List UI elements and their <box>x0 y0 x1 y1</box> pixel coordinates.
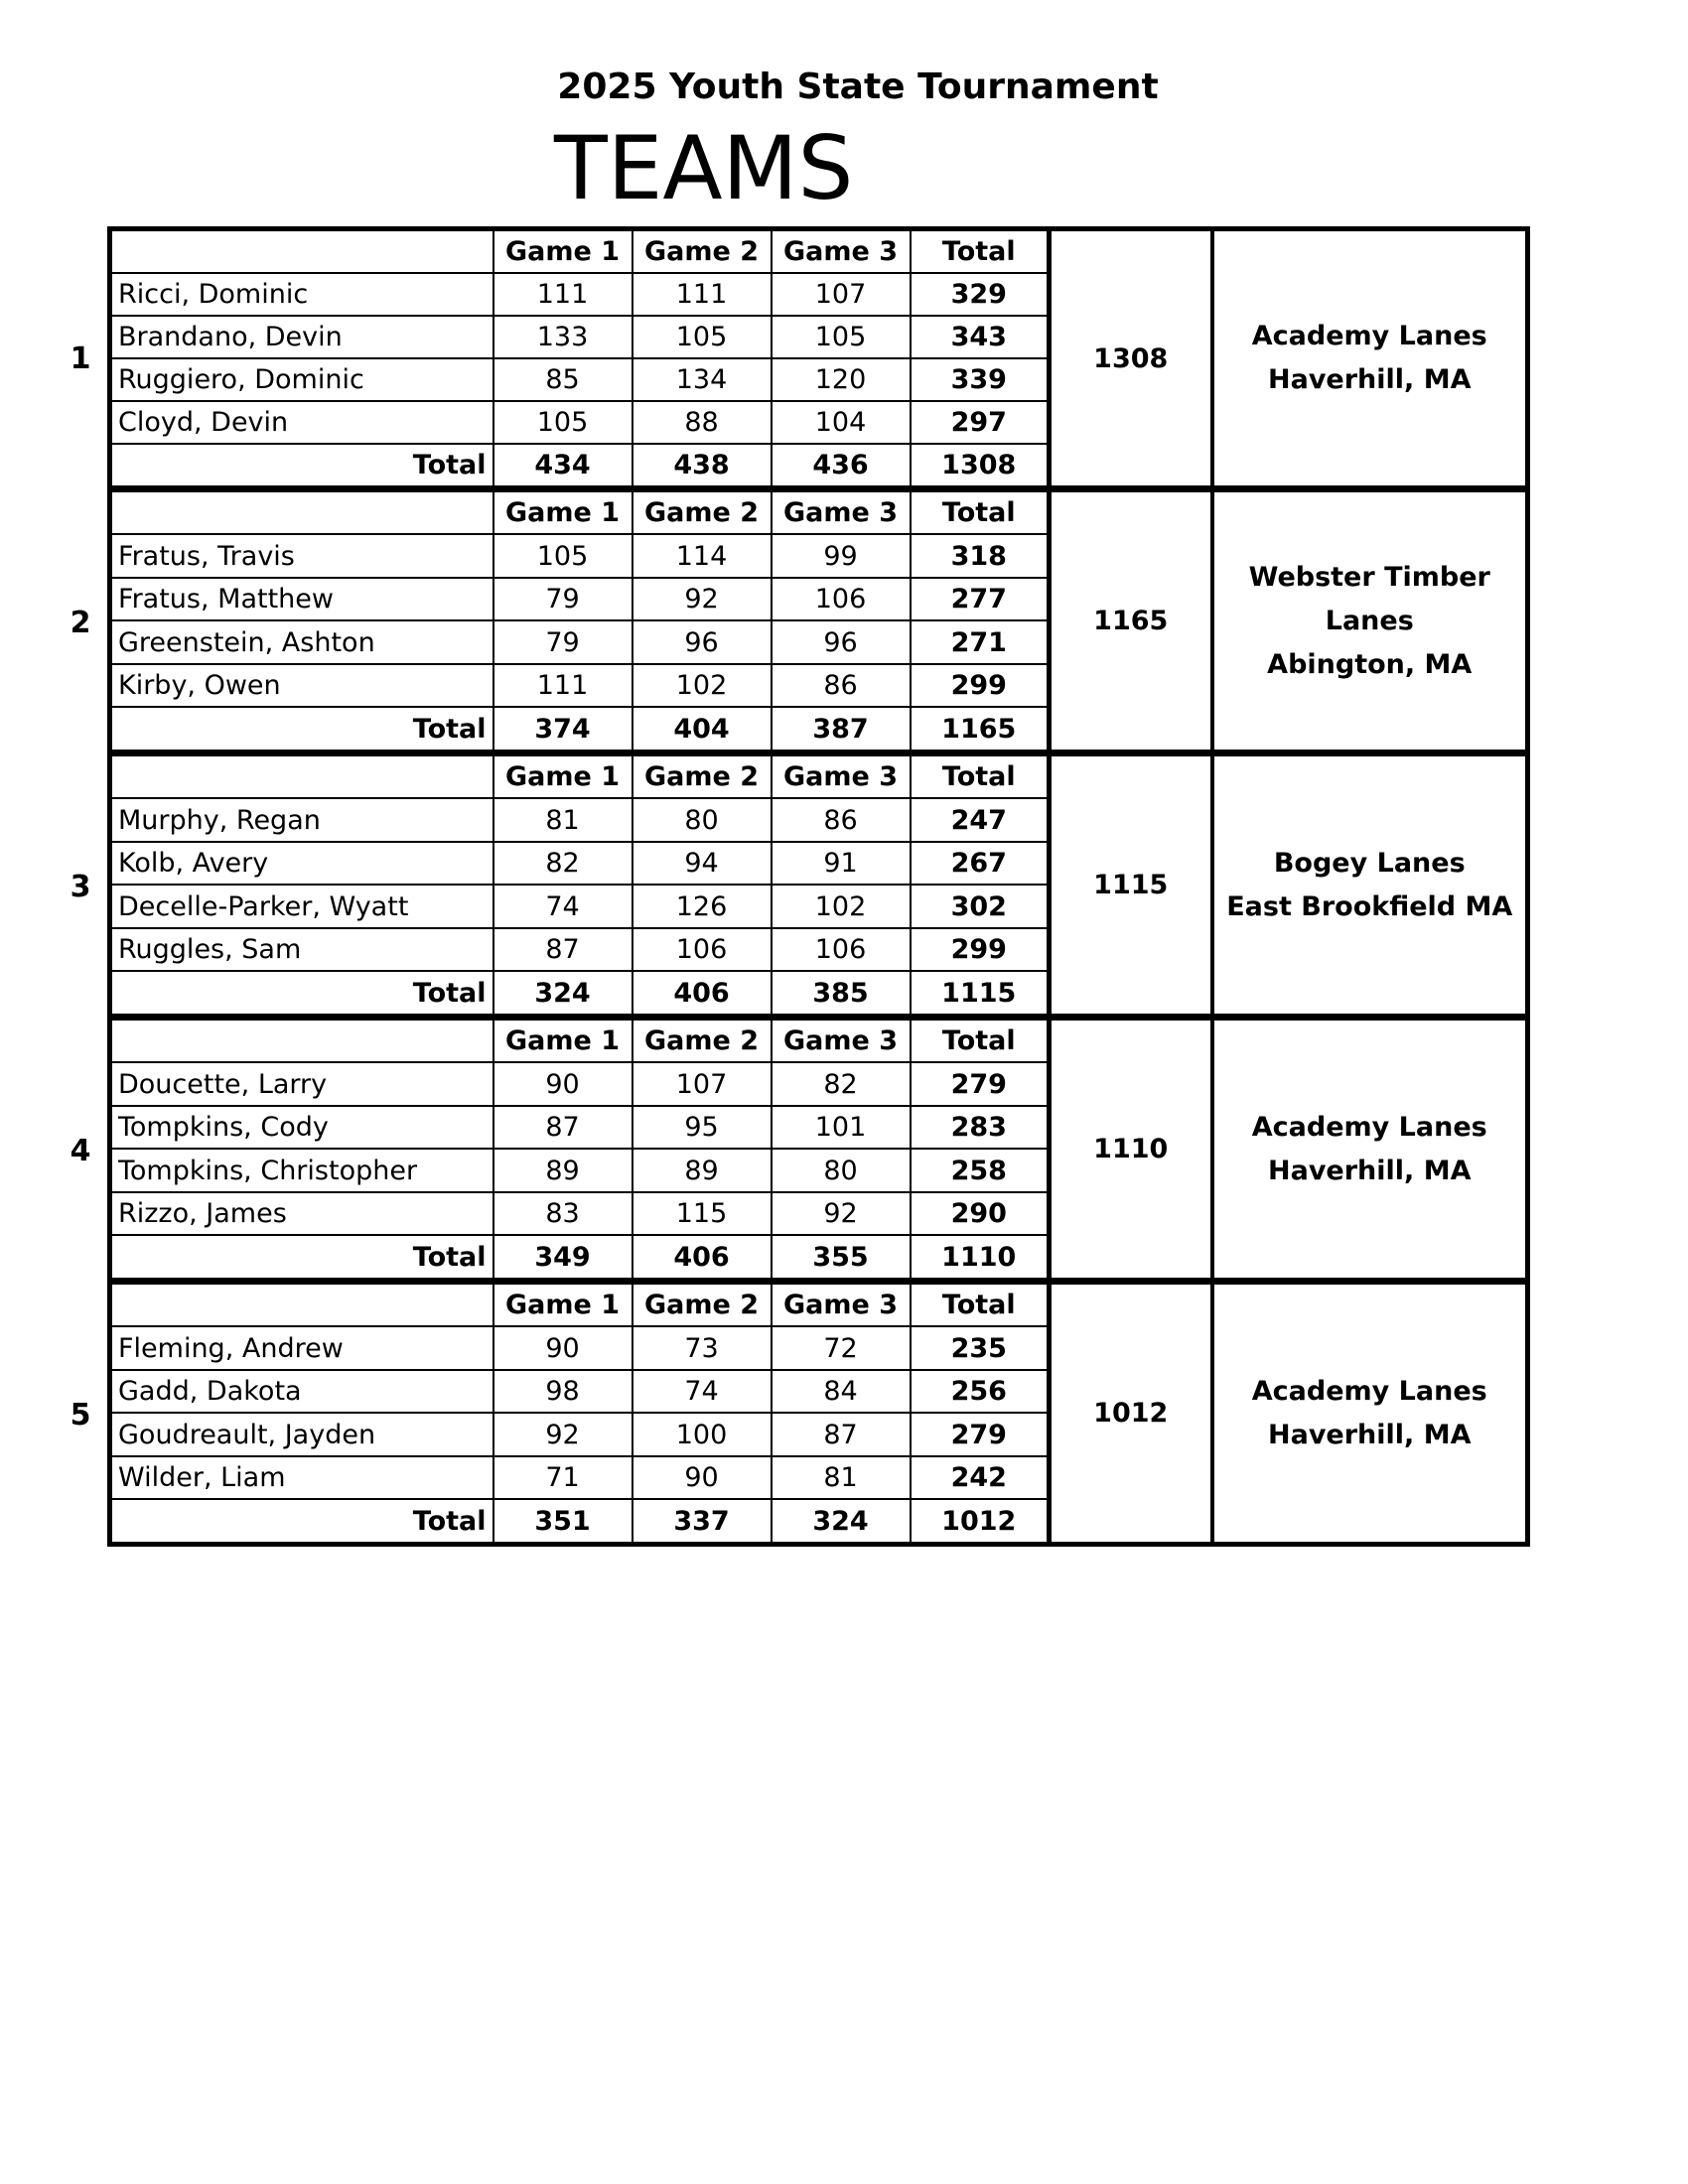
bowler-game2: 74 <box>633 1370 772 1413</box>
bowler-name: Goudreault, Jayden <box>110 1413 493 1455</box>
team-rank: 2 <box>70 605 91 640</box>
bowler-game2: 95 <box>633 1106 772 1149</box>
header-game2: Game 2 <box>633 229 772 274</box>
bowler-game2: 90 <box>633 1456 772 1499</box>
bowler-game2: 100 <box>633 1413 772 1455</box>
totals-label: Total <box>110 1499 493 1544</box>
bowler-game1: 87 <box>493 928 633 971</box>
header-game3: Game 3 <box>772 1020 911 1062</box>
bowler-game2: 134 <box>633 358 772 401</box>
center-line1: Academy Lanes <box>1251 1375 1487 1407</box>
center-line1: Academy Lanes <box>1251 321 1487 351</box>
bowler-game2: 115 <box>633 1192 772 1235</box>
totals-game2: 404 <box>633 707 772 751</box>
bowling-center <box>1212 755 1528 1017</box>
bowler-name: Fratus, Matthew <box>110 578 493 620</box>
bowler-game3: 84 <box>772 1370 911 1413</box>
bowler-game2: 89 <box>633 1149 772 1191</box>
bowler-game1: 133 <box>493 316 633 358</box>
bowler-game1: 98 <box>493 1370 633 1413</box>
bowler-name: Fleming, Andrew <box>110 1326 493 1369</box>
bowler-game1: 105 <box>493 534 633 577</box>
header-blank <box>110 755 493 798</box>
center-line2: Lanes <box>1325 605 1414 636</box>
bowler-game2: 94 <box>633 842 772 885</box>
bowler-game1: 90 <box>493 1326 633 1369</box>
team-total: 1308 <box>1050 229 1212 488</box>
bowler-game1: 92 <box>493 1413 633 1455</box>
bowler-game2: 106 <box>633 928 772 971</box>
bowler-name: Greenstein, Ashton <box>110 620 493 663</box>
totals-game1: 324 <box>493 971 633 1016</box>
page-heading: TEAMS <box>554 117 854 219</box>
totals-total: 1012 <box>911 1499 1050 1544</box>
bowler-game3: 87 <box>772 1413 911 1455</box>
bowler-game3: 81 <box>772 1456 911 1499</box>
bowler-game3: 92 <box>772 1192 911 1235</box>
header-game1: Game 1 <box>493 491 633 534</box>
team-rank: 4 <box>70 1133 91 1168</box>
bowler-game3: 82 <box>772 1062 911 1105</box>
center-line2: Haverhill, MA <box>1268 1155 1472 1186</box>
bowler-game1: 81 <box>493 798 633 841</box>
header-row <box>110 491 1528 534</box>
totals-total: 1110 <box>911 1235 1050 1280</box>
bowler-name: Tompkins, Cody <box>110 1106 493 1149</box>
bowler-name: Rizzo, James <box>110 1192 493 1235</box>
bowling-center <box>1212 229 1528 488</box>
totals-game2: 337 <box>633 1499 772 1544</box>
bowler-name: Ruggiero, Dominic <box>110 358 493 401</box>
bowler-name: Murphy, Regan <box>110 798 493 841</box>
bowler-game3: 105 <box>772 316 911 358</box>
team-total: 1115 <box>1050 755 1212 1017</box>
team-block <box>70 1283 1525 1547</box>
header-game1: Game 1 <box>493 755 633 798</box>
header-blank <box>110 491 493 534</box>
team-score-table <box>107 490 1530 754</box>
bowler-game2: 111 <box>633 273 772 316</box>
bowler-game2: 92 <box>633 578 772 620</box>
center-line1: Bogey Lanes <box>1273 847 1466 879</box>
header-row <box>110 1020 1528 1062</box>
bowler-game3: 101 <box>772 1106 911 1149</box>
bowler-total: 343 <box>911 316 1050 358</box>
totals-game3: 436 <box>772 444 911 488</box>
team-score-table <box>107 754 1530 1019</box>
header-game1: Game 1 <box>493 1284 633 1326</box>
header-row <box>110 1284 1528 1326</box>
header-blank <box>110 229 493 274</box>
bowler-game2: 102 <box>633 664 772 707</box>
bowler-game1: 82 <box>493 842 633 885</box>
header-game1: Game 1 <box>493 229 633 274</box>
bowler-total: 242 <box>911 1456 1050 1499</box>
totals-game2: 438 <box>633 444 772 488</box>
bowler-game1: 89 <box>493 1149 633 1191</box>
bowler-name: Kolb, Avery <box>110 842 493 885</box>
bowler-game1: 83 <box>493 1192 633 1235</box>
teams-list <box>70 226 1525 1547</box>
bowler-game1: 85 <box>493 358 633 401</box>
bowler-total: 302 <box>911 885 1050 927</box>
team-score-table <box>107 1283 1530 1547</box>
header-game2: Game 2 <box>633 755 772 798</box>
bowler-game1: 111 <box>493 273 633 316</box>
bowler-game3: 72 <box>772 1326 911 1369</box>
bowling-center <box>1212 1284 1528 1545</box>
totals-game2: 406 <box>633 1235 772 1280</box>
header-game3: Game 3 <box>772 755 911 798</box>
team-score-table <box>107 226 1530 490</box>
bowler-game2: 73 <box>633 1326 772 1369</box>
team-block <box>70 226 1525 490</box>
team-rank: 1 <box>70 341 91 376</box>
center-line1: Webster Timber <box>1248 561 1490 593</box>
bowler-game3: 86 <box>772 664 911 707</box>
bowler-total: 279 <box>911 1413 1050 1455</box>
totals-game1: 374 <box>493 707 633 751</box>
bowler-name: Brandano, Devin <box>110 316 493 358</box>
totals-game1: 351 <box>493 1499 633 1544</box>
team-block <box>70 1019 1525 1283</box>
bowler-game1: 87 <box>493 1106 633 1149</box>
header-game2: Game 2 <box>633 1020 772 1062</box>
center-line3: Abington, MA <box>1267 648 1473 680</box>
bowler-total: 283 <box>911 1106 1050 1149</box>
totals-game2: 406 <box>633 971 772 1016</box>
bowler-game3: 86 <box>772 798 911 841</box>
bowler-game3: 106 <box>772 928 911 971</box>
bowler-name: Ricci, Dominic <box>110 273 493 316</box>
header-total: Total <box>911 1284 1050 1326</box>
bowler-total: 329 <box>911 273 1050 316</box>
bowler-total: 247 <box>911 798 1050 841</box>
team-total: 1165 <box>1050 491 1212 752</box>
bowler-name: Tompkins, Christopher <box>110 1149 493 1191</box>
bowling-center <box>1212 1020 1528 1281</box>
bowler-name: Fratus, Travis <box>110 534 493 577</box>
bowler-total: 267 <box>911 842 1050 885</box>
bowler-game3: 104 <box>772 401 911 444</box>
totals-game1: 434 <box>493 444 633 488</box>
bowler-game2: 126 <box>633 885 772 927</box>
bowler-total: 339 <box>911 358 1050 401</box>
totals-game3: 387 <box>772 707 911 751</box>
team-rank: 5 <box>70 1397 91 1433</box>
bowler-total: 277 <box>911 578 1050 620</box>
totals-total: 1308 <box>911 444 1050 488</box>
totals-game3: 355 <box>772 1235 911 1280</box>
header-row <box>110 229 1528 274</box>
bowler-game1: 71 <box>493 1456 633 1499</box>
center-line1: Academy Lanes <box>1251 1111 1487 1143</box>
center-line2: Haverhill, MA <box>1268 364 1472 395</box>
header-total: Total <box>911 491 1050 534</box>
bowler-game3: 80 <box>772 1149 911 1191</box>
bowler-game2: 107 <box>633 1062 772 1105</box>
header-row <box>110 755 1528 798</box>
header-game2: Game 2 <box>633 1284 772 1326</box>
bowler-game3: 99 <box>772 534 911 577</box>
header-game3: Game 3 <box>772 229 911 274</box>
bowler-game1: 105 <box>493 401 633 444</box>
header-total: Total <box>911 755 1050 798</box>
bowler-total: 235 <box>911 1326 1050 1369</box>
page-title: 2025 Youth State Tournament <box>557 67 1159 107</box>
bowler-game3: 91 <box>772 842 911 885</box>
header-total: Total <box>911 1020 1050 1062</box>
bowler-game3: 102 <box>772 885 911 927</box>
totals-label: Total <box>110 444 493 488</box>
bowler-name: Kirby, Owen <box>110 664 493 707</box>
bowler-game1: 79 <box>493 620 633 663</box>
team-block <box>70 490 1525 754</box>
totals-label: Total <box>110 971 493 1016</box>
bowler-name: Doucette, Larry <box>110 1062 493 1105</box>
bowler-total: 318 <box>911 534 1050 577</box>
bowler-game1: 111 <box>493 664 633 707</box>
totals-total: 1165 <box>911 707 1050 751</box>
bowler-total: 256 <box>911 1370 1050 1413</box>
header-blank <box>110 1020 493 1062</box>
team-rank: 3 <box>70 869 91 904</box>
bowler-total: 290 <box>911 1192 1050 1235</box>
center-line2: East Brookfield MA <box>1226 890 1513 922</box>
bowler-game3: 106 <box>772 578 911 620</box>
bowler-total: 271 <box>911 620 1050 663</box>
header-game3: Game 3 <box>772 491 911 534</box>
bowler-name: Wilder, Liam <box>110 1456 493 1499</box>
totals-game3: 385 <box>772 971 911 1016</box>
totals-game3: 324 <box>772 1499 911 1544</box>
header-game3: Game 3 <box>772 1284 911 1326</box>
bowler-total: 299 <box>911 928 1050 971</box>
totals-total: 1115 <box>911 971 1050 1016</box>
team-score-table <box>107 1019 1530 1283</box>
bowler-total: 297 <box>911 401 1050 444</box>
bowler-name: Cloyd, Devin <box>110 401 493 444</box>
header-game2: Game 2 <box>633 491 772 534</box>
bowler-game2: 80 <box>633 798 772 841</box>
bowler-name: Gadd, Dakota <box>110 1370 493 1413</box>
center-line2: Haverhill, MA <box>1268 1419 1472 1450</box>
header-blank <box>110 1284 493 1326</box>
bowler-total: 279 <box>911 1062 1050 1105</box>
bowler-game3: 107 <box>772 273 911 316</box>
bowler-game2: 88 <box>633 401 772 444</box>
bowler-game2: 96 <box>633 620 772 663</box>
header-total: Total <box>911 229 1050 274</box>
bowler-game1: 74 <box>493 885 633 927</box>
bowler-game2: 105 <box>633 316 772 358</box>
bowler-game1: 90 <box>493 1062 633 1105</box>
team-total: 1012 <box>1050 1284 1212 1545</box>
bowling-center <box>1212 491 1528 752</box>
bowler-game1: 79 <box>493 578 633 620</box>
bowler-name: Decelle-Parker, Wyatt <box>110 885 493 927</box>
bowler-total: 299 <box>911 664 1050 707</box>
team-total: 1110 <box>1050 1020 1212 1281</box>
totals-label: Total <box>110 707 493 751</box>
totals-game1: 349 <box>493 1235 633 1280</box>
bowler-name: Ruggles, Sam <box>110 928 493 971</box>
header-game1: Game 1 <box>493 1020 633 1062</box>
bowler-total: 258 <box>911 1149 1050 1191</box>
totals-label: Total <box>110 1235 493 1280</box>
team-block <box>70 754 1525 1019</box>
bowler-game2: 114 <box>633 534 772 577</box>
bowler-game3: 120 <box>772 358 911 401</box>
bowler-game3: 96 <box>772 620 911 663</box>
